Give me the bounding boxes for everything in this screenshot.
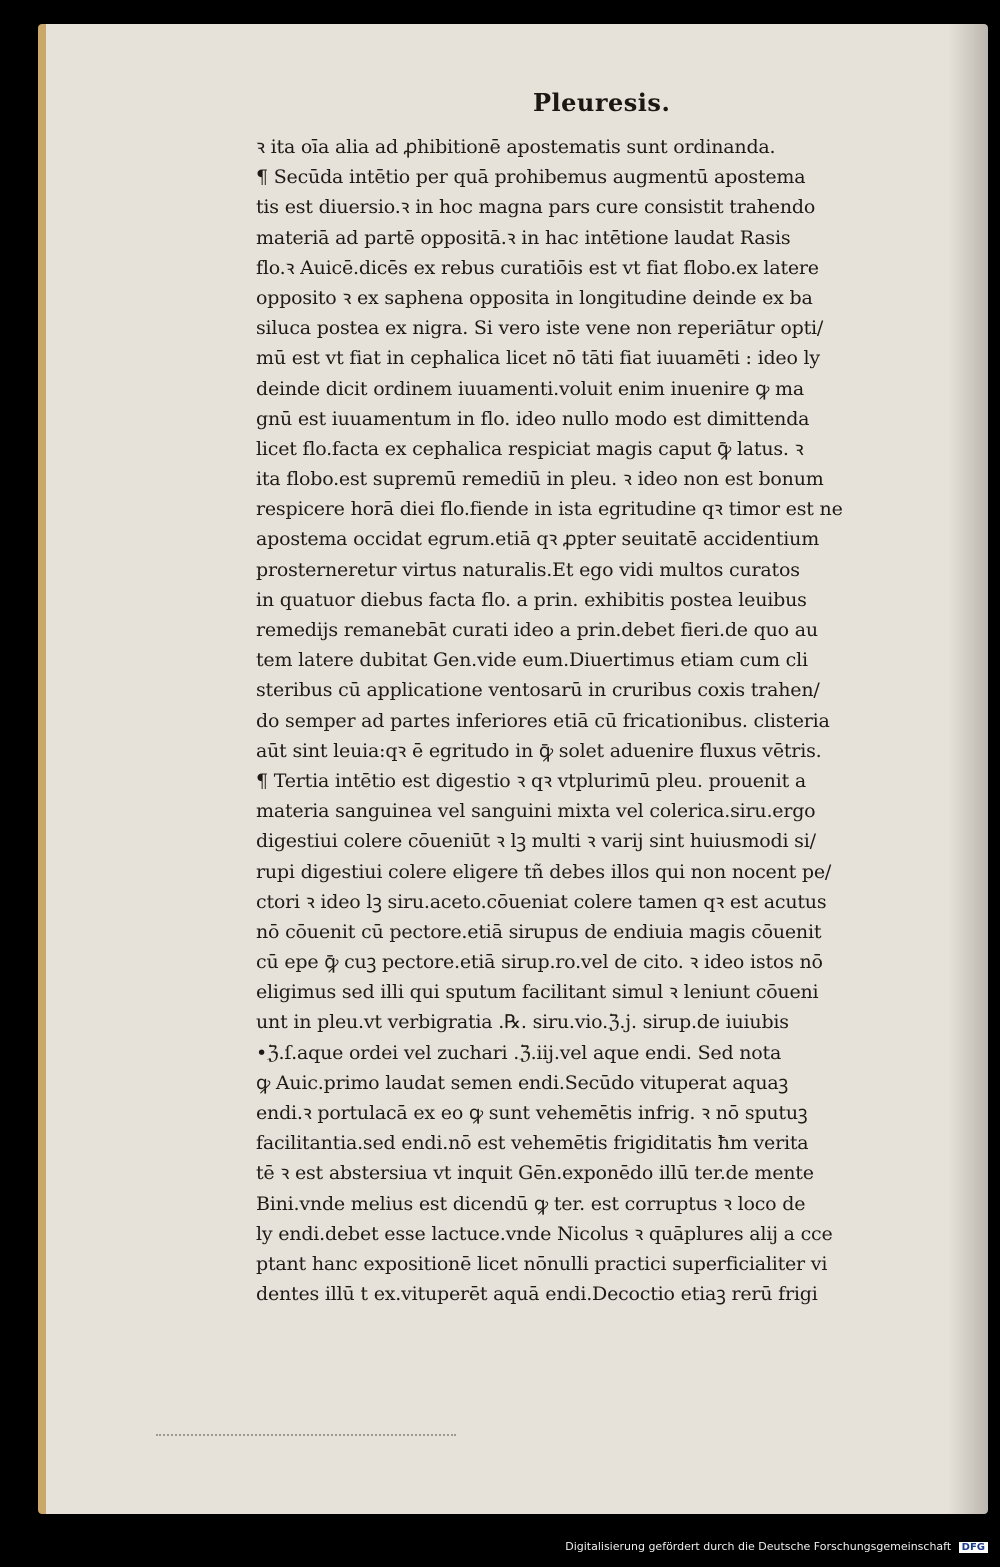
text-line: ¶ Secūda intētio per quā prohibemus augmentū apostema: [256, 166, 806, 189]
text-line: endi.ꝛ portulacā ex eo ꝙ sunt vehemētis infrig. ꝛ nō sputuꝫ: [256, 1102, 808, 1124]
running-head: Pleuresis.: [533, 88, 671, 117]
margin-marks: [156, 1434, 456, 1448]
text-line: ꝛ ita oīa alia ad ꝓhibitionē apostematis sunt ordinanda.: [256, 136, 776, 158]
text-line: digestiui colere cōueniūt ꝛ lꝫ multi ꝛ varij sint huiusmodi si/: [256, 830, 816, 853]
text-line: facilitantia.sed endi.nō est vehemētis frigiditatis ħm verita: [256, 1132, 809, 1155]
book-page: [38, 24, 988, 1514]
text-line: •ℨ.ſ.aque ordei vel zuchari .ℨ.iij.vel aque endi. Sed nota: [256, 1041, 782, 1064]
text-line: Bini.vnde melius est dicendū ꝙ ter. est corruptus ꝛ loco de: [256, 1192, 806, 1215]
text-line: tis est diuersio.ꝛ in hoc magna pars cure consistit trahendo: [256, 196, 816, 219]
text-line: rupi digestiui colere eligere tñ debes illos qui non nocent pe/: [256, 860, 832, 883]
text-line: ita flobo.est supremū remediū in pleu. ꝛ ideo non est bonum: [256, 468, 824, 491]
text-line: deinde dicit ordinem iuuamenti.voluit enim inuenire ꝙ ma: [256, 377, 805, 400]
text-line: ctori ꝛ ideo lꝫ siru.aceto.cōueniat colere tamen qꝛ est acutus: [256, 890, 827, 913]
text-line: remedijs remanebāt curati ideo a prin.debet fieri.de quo au: [256, 619, 818, 641]
text-line: in quatuor diebus facta flo. a prin. exhibitis postea leuibus: [256, 588, 807, 611]
text-line: licet flo.facta ex cephalica respiciat magis caput ꝙ̄ latus. ꝛ: [256, 437, 804, 460]
text-line: tē ꝛ est abstersiua vt inquit Gēn.exponēdo illū ter.de mente: [256, 1162, 814, 1185]
text-line: aūt sint leuia:qꝛ ē egritudo in ꝙ̄ solet aduenire fluxus vētris.: [256, 739, 822, 762]
text-line: eligimus sed illi qui sputum facilitant simul ꝛ leniunt cōueni: [256, 981, 819, 1004]
text-line: unt in pleu.vt verbigratia .℞. siru.vio.ℨ.j. sirup.de iuiubis: [256, 1011, 789, 1034]
text-line: respicere horā diei flo.fiende in ista egritudine qꝛ timor est ne: [256, 498, 843, 521]
text-line: prosterneretur virtus naturalis.Et ego vidi multos curatos: [256, 558, 800, 581]
digitization-credit: [0, 1540, 1000, 1553]
text-line: ptant hanc expositionē licet nōnulli practici superficialiter vi: [256, 1252, 828, 1275]
text-line: nō cōuenit cū pectore.etiā sirupus de endiuia magis cōuenit: [256, 920, 822, 943]
text-line: ly endi.debet esse lactuce.vnde Nicolus ꝛ quāplures alij a cce: [256, 1222, 833, 1245]
text-line: opposito ꝛ ex saphena opposita in longitudine deinde ex ba: [256, 286, 813, 309]
text-line: dentes illū t ex.vituperēt aquā endi.Decoctio etiaꝫ rerū frigi: [256, 1283, 818, 1306]
dfg-logo: DFG: [959, 1542, 988, 1553]
text-line: gnū est iuuamentum in flo. ideo nullo modo est dimittenda: [256, 407, 810, 430]
text-line: do semper ad partes inferiores etiā cū fricationibus. clisteria: [256, 709, 830, 732]
text-line: siluca postea ex nigra. Si vero iste vene non reperiātur opti/: [256, 317, 824, 340]
text-line: apostema occidat egrum.etiā qꝛ ꝓpter seuitatē accidentium: [256, 528, 820, 551]
text-line: ꝙ Auic.primo laudat semen endi.Secūdo vituperat aquaꝫ: [256, 1071, 789, 1094]
text-line: materiā ad partē oppositā.ꝛ in hac intētione laudat Rasis: [256, 226, 791, 249]
text-line: steribus cū applicatione ventosarū in cruribus coxis trahen/: [256, 679, 820, 702]
text-block: [256, 132, 956, 1309]
credit-text: Digitalisierung gefördert durch die Deutsche Forschungsgemeinschaft: [565, 1540, 952, 1553]
text-line: materia sanguinea vel sanguini mixta vel colerica.siru.ergo: [256, 800, 816, 823]
text-line: ¶ Tertia intētio est digestio ꝛ qꝛ vtplurimū pleu. prouenit a: [256, 769, 807, 792]
text-line: tem latere dubitat Gen.vide eum.Diuertimus etiam cum cli: [256, 649, 808, 672]
text-line: cū epe ꝙ̄ cuꝫ pectore.etiā sirup.ro.vel de cito. ꝛ ideo istos nō: [256, 951, 823, 974]
text-line: flo.ꝛ Auicē.dicēs ex rebus curatiōis est vt fiat flobo.ex latere: [256, 256, 819, 279]
text-line: mū est vt fiat in cephalica licet nō tāti fiat iuuamēti : ideo ly: [256, 347, 820, 370]
